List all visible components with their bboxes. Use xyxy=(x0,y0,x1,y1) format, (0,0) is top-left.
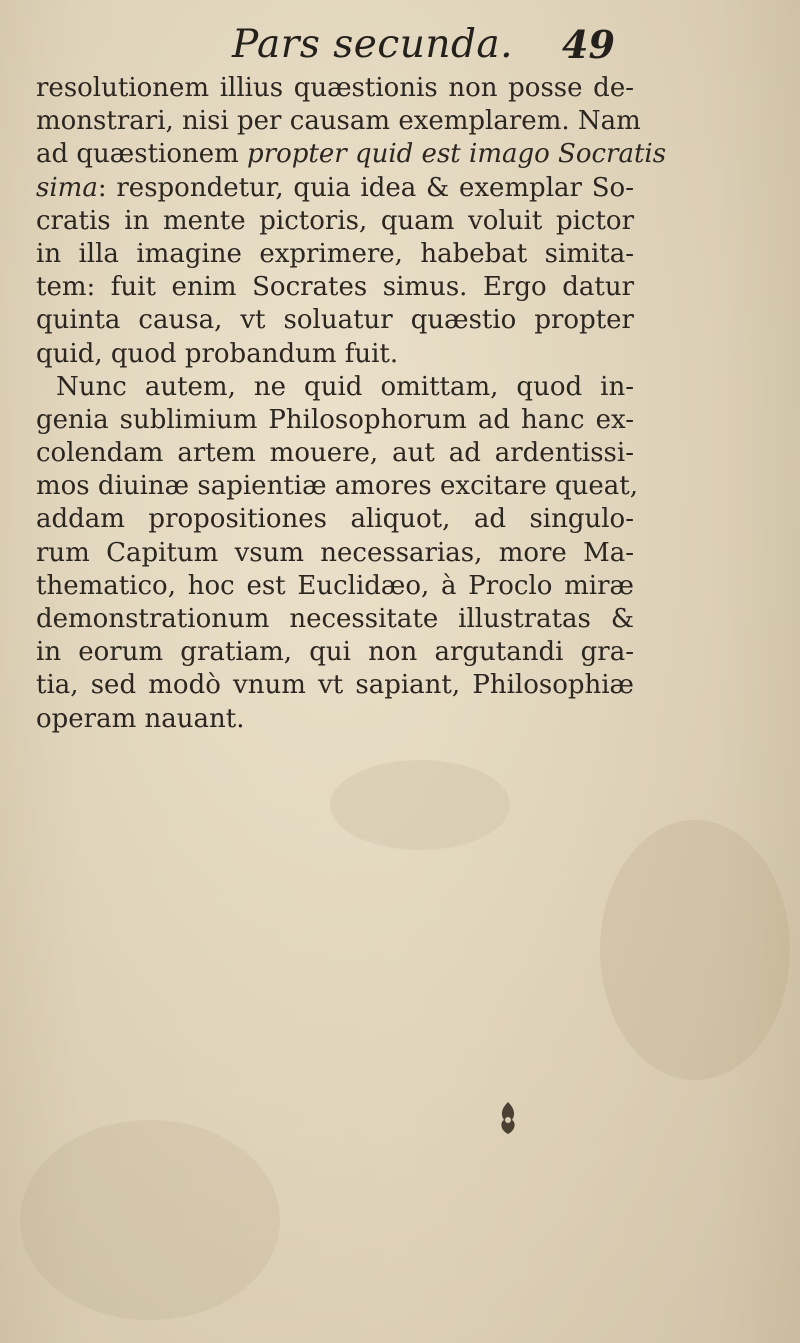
text-line: demonstrationum necessitate illustratas & xyxy=(36,604,634,634)
running-head: Pars secunda. xyxy=(232,22,514,67)
text-line: Nunc autem, ne quid omittam, quod in- xyxy=(56,371,634,402)
body-text xyxy=(36,72,667,736)
page-number: 49 xyxy=(562,22,615,67)
text-line: rum Capitum vsum necessarias, more Ma- xyxy=(36,537,634,568)
text-line: addam propositiones aliquot, ad singulo- xyxy=(36,504,634,535)
text-line: mos diuinæ sapientiæ amores excitare queat, xyxy=(36,471,638,502)
text-line: quid, quod probandum fuit. xyxy=(36,338,399,369)
text-line: monstrari, nisi per causam exemplarem. Nam xyxy=(36,106,641,137)
paper-stain xyxy=(330,760,510,850)
text-line: genia sublimium Philosophorum ad hanc ex- xyxy=(36,404,634,435)
paper-stain xyxy=(20,1120,280,1320)
text-line: colendam artem mouere, aut ad ardentissi- xyxy=(36,438,634,469)
text-line: quinta causa, vt soluatur quæstio propter xyxy=(36,305,634,336)
text-line: cratis in mente pictoris, quam voluit pictor xyxy=(36,205,634,236)
italic-phrase: sima xyxy=(36,172,98,203)
text-line: in illa imagine exprimere, habebat simita- xyxy=(36,238,634,269)
printers-flower-icon xyxy=(494,1100,522,1136)
paper-stain xyxy=(600,820,790,1080)
text-line: tia, sed modò vnum vt sapiant, Philosophiæ xyxy=(36,670,634,701)
page-header xyxy=(0,14,800,72)
text-line: sima: respondetur, quia idea & exemplar So- xyxy=(36,172,634,203)
text-line: operam nauant. xyxy=(36,703,245,734)
italic-phrase: propter quid est imago Socratis xyxy=(247,139,667,170)
text-line: tem: fuit enim Socrates simus. Ergo datur xyxy=(36,272,634,303)
text-line: in eorum gratiam, qui non argutandi gra- xyxy=(36,637,634,668)
text-line: ad quæstionem propter quid est imago Socratis xyxy=(36,139,667,170)
text-line: thematico, hoc est Euclidæo, à Proclo miræ xyxy=(36,570,634,601)
text-line: resolutionem illius quæstionis non posse de- xyxy=(36,73,634,103)
